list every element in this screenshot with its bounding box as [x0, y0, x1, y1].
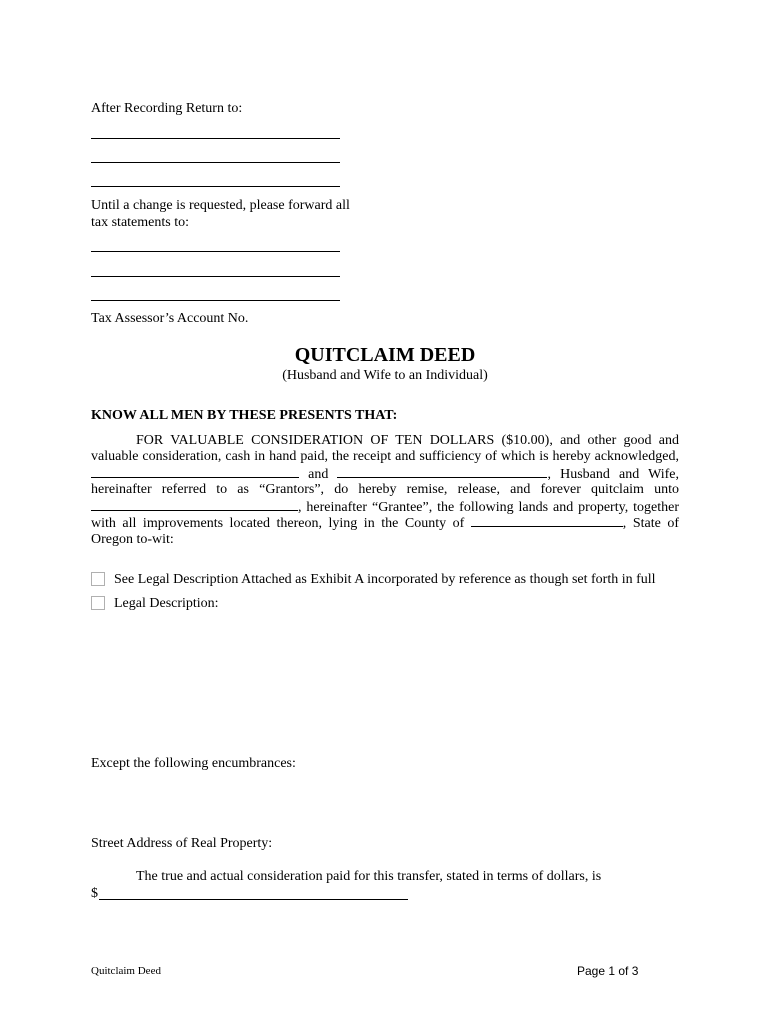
- body-line-6: [91, 515, 679, 533]
- grantee-text: , hereinafter “Grantee”, the following lands and property, together: [298, 500, 679, 515]
- exhibit-a-label: See Legal Description Attached as Exhibit A incorporated by reference as though set forth in full: [114, 572, 656, 587]
- tax-address-line-2[interactable]: [91, 276, 340, 277]
- footer-page-number: Page 1 of 3: [577, 964, 639, 978]
- return-to-label: After Recording Return to:: [91, 101, 243, 116]
- return-address-line-2[interactable]: [91, 162, 340, 163]
- legal-description-checkbox[interactable]: [91, 596, 105, 610]
- encumbrances-label: Except the following encumbrances:: [91, 756, 296, 771]
- page-subtitle: (Husband and Wife to an Individual): [282, 368, 488, 383]
- tax-statements-label: Until a change is requested, please forward all tax statements to:: [91, 198, 350, 230]
- street-address-label: Street Address of Real Property:: [91, 836, 273, 851]
- return-address-line-3[interactable]: [91, 186, 340, 187]
- exhibit-a-checkbox[interactable]: [91, 572, 105, 586]
- body-line-2: valuable consideration, cash in hand paid, the receipt and sufficiency of which is hereby acknowledged,: [91, 449, 679, 464]
- husband-and-wife-text: , Husband and Wife,: [547, 467, 679, 482]
- return-address-line-1[interactable]: [91, 138, 340, 139]
- tax-address-line-1[interactable]: [91, 251, 340, 252]
- body-line-5: [91, 499, 679, 517]
- footer-document-name: Quitclaim Deed: [91, 965, 161, 977]
- body-line-7: Oregon to-wit:: [91, 532, 174, 547]
- body-line-3: [91, 466, 679, 484]
- body-line-4: hereinafter referred to as “Grantors”, do hereby remise, release, and forever quitclaim unto: [91, 482, 679, 497]
- tax-address-line-3[interactable]: [91, 300, 340, 301]
- county-text: with all improvements located thereon, lying in the County of: [91, 516, 465, 531]
- legal-description-label: Legal Description:: [114, 596, 219, 611]
- tax-assessor-account-label: Tax Assessor’s Account No.: [91, 311, 249, 326]
- state-text: , State of: [622, 516, 680, 531]
- consideration-amount-blank[interactable]: [99, 899, 408, 900]
- consideration-dollar-sign: $: [91, 886, 98, 901]
- body-line-1: FOR VALUABLE CONSIDERATION OF TEN DOLLARS ($10.00), and other good and: [136, 433, 679, 448]
- grantor-2-blank[interactable]: [337, 466, 547, 478]
- page-title: QUITCLAIM DEED: [294, 344, 476, 366]
- grantor-1-blank[interactable]: [91, 466, 299, 478]
- county-blank[interactable]: [471, 515, 623, 527]
- body-and-text: and: [308, 467, 329, 482]
- consideration-text: The true and actual consideration paid for this transfer, stated in terms of dollars, is: [136, 869, 602, 884]
- grantee-blank[interactable]: [91, 499, 298, 511]
- know-all-men-heading: KNOW ALL MEN BY THESE PRESENTS THAT:: [91, 408, 398, 423]
